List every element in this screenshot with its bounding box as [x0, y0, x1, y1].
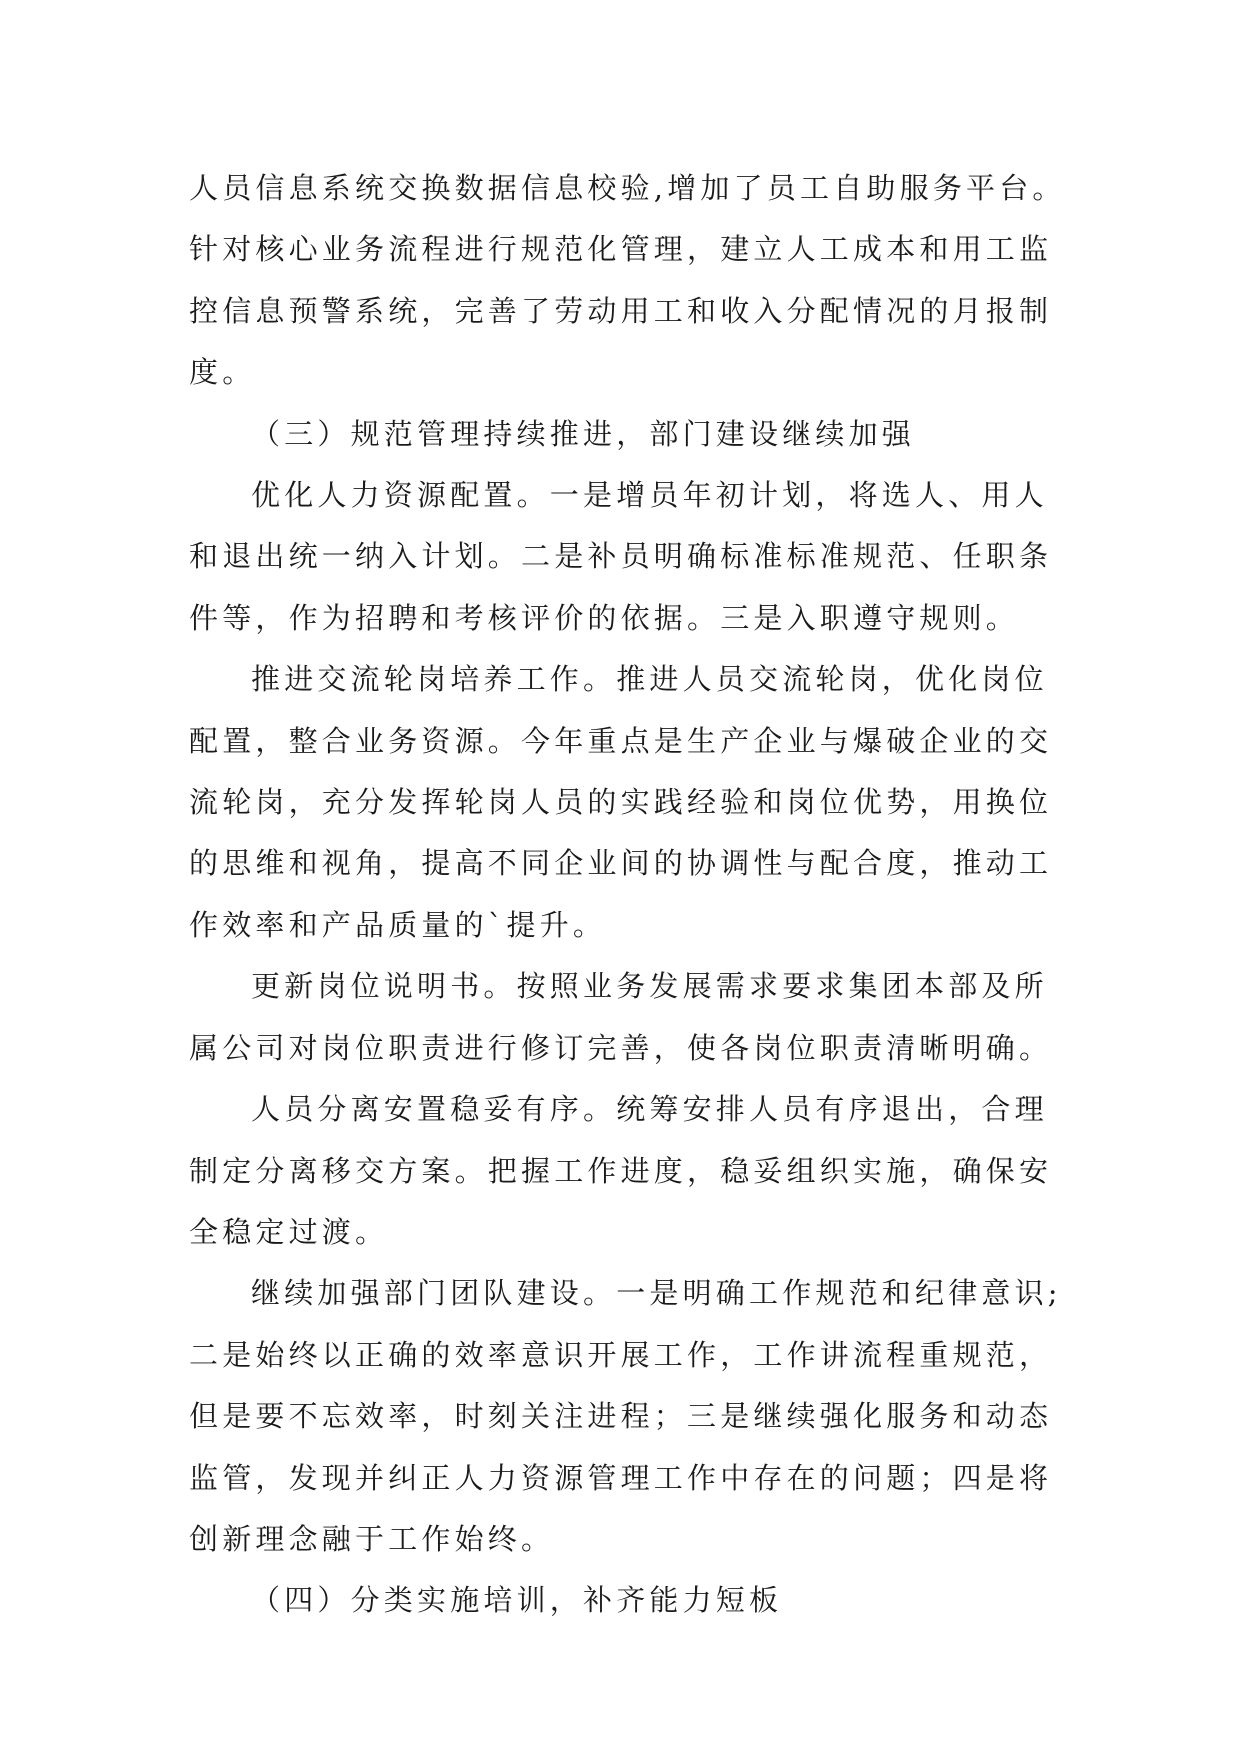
heading-text: （三）规范管理持续推进，部门建设继续加强 [251, 416, 916, 451]
text-line: 监管，发现并纠正人力资源管理工作中存在的问题；四是将 [189, 1460, 1053, 1495]
paragraph-team-building [189, 1263, 1089, 1570]
text-line: 推进交流轮岗培养工作。推进人员交流轮岗，优化岗位 [251, 662, 1048, 697]
text-line: 作效率和产品质量的`提升。 [189, 907, 607, 942]
text-line: 更新岗位说明书。按照业务发展需求要求集团本部及所 [251, 969, 1048, 1004]
text-line: 件等，作为招聘和考核评价的依据。三是入职遵守规则。 [189, 600, 1020, 635]
text-line: 继续加强部门团队建设。一是明确工作规范和纪律意识; [251, 1276, 1062, 1311]
text-line: 优化人力资源配置。一是增员年初计划，将选人、用人 [251, 478, 1048, 513]
text-line: 和退出统一纳入计划。二是补员明确标准标准规范、任职条 [189, 539, 1053, 574]
paragraph-separation [189, 1079, 1089, 1263]
text-line: 流轮岗，充分发挥轮岗人员的实践经验和岗位优势，用换位 [189, 785, 1053, 820]
text-line: 人员分离安置稳妥有序。统筹安排人员有序退出，合理 [251, 1092, 1048, 1127]
document-body [189, 158, 1089, 1632]
text-line: 的思维和视角，提高不同企业间的协调性与配合度，推动工 [189, 846, 1053, 881]
text-line: 配置，整合业务资源。今年重点是生产企业与爆破企业的交 [189, 723, 1053, 758]
text-line: 属公司对岗位职责进行修订完善，使各岗位职责清晰明确。 [189, 1030, 1053, 1065]
text-line: 创新理念融于工作始终。 [189, 1521, 555, 1556]
paragraph-continuation [189, 158, 1089, 404]
paragraph-job-description [189, 956, 1089, 1079]
heading-text: （四）分类实施培训，补齐能力短板 [251, 1583, 783, 1618]
text-line: 控信息预警系统，完善了劳动用工和收入分配情况的月报制 [189, 293, 1053, 328]
paragraph-staffing [189, 465, 1089, 649]
text-line: 但是要不忘效率，时刻关注进程；三是继续强化服务和动态 [189, 1399, 1053, 1434]
text-line: 制定分离移交方案。把握工作进度，稳妥组织实施，确保安 [189, 1153, 1053, 1188]
section-heading-4 [189, 1570, 1089, 1631]
text-line: 度。 [189, 355, 256, 390]
text-line: 针对核心业务流程进行规范化管理，建立人工成本和用工监 [189, 232, 1053, 267]
text-line: 二是始终以正确的效率意识开展工作，工作讲流程重规范， [189, 1337, 1053, 1372]
text-line: 人员信息系统交换数据信息校验,增加了员工自助服务平台。 [189, 171, 1066, 205]
section-heading-3 [189, 404, 1089, 465]
text-line: 全稳定过渡。 [189, 1214, 389, 1249]
paragraph-rotation [189, 649, 1089, 956]
